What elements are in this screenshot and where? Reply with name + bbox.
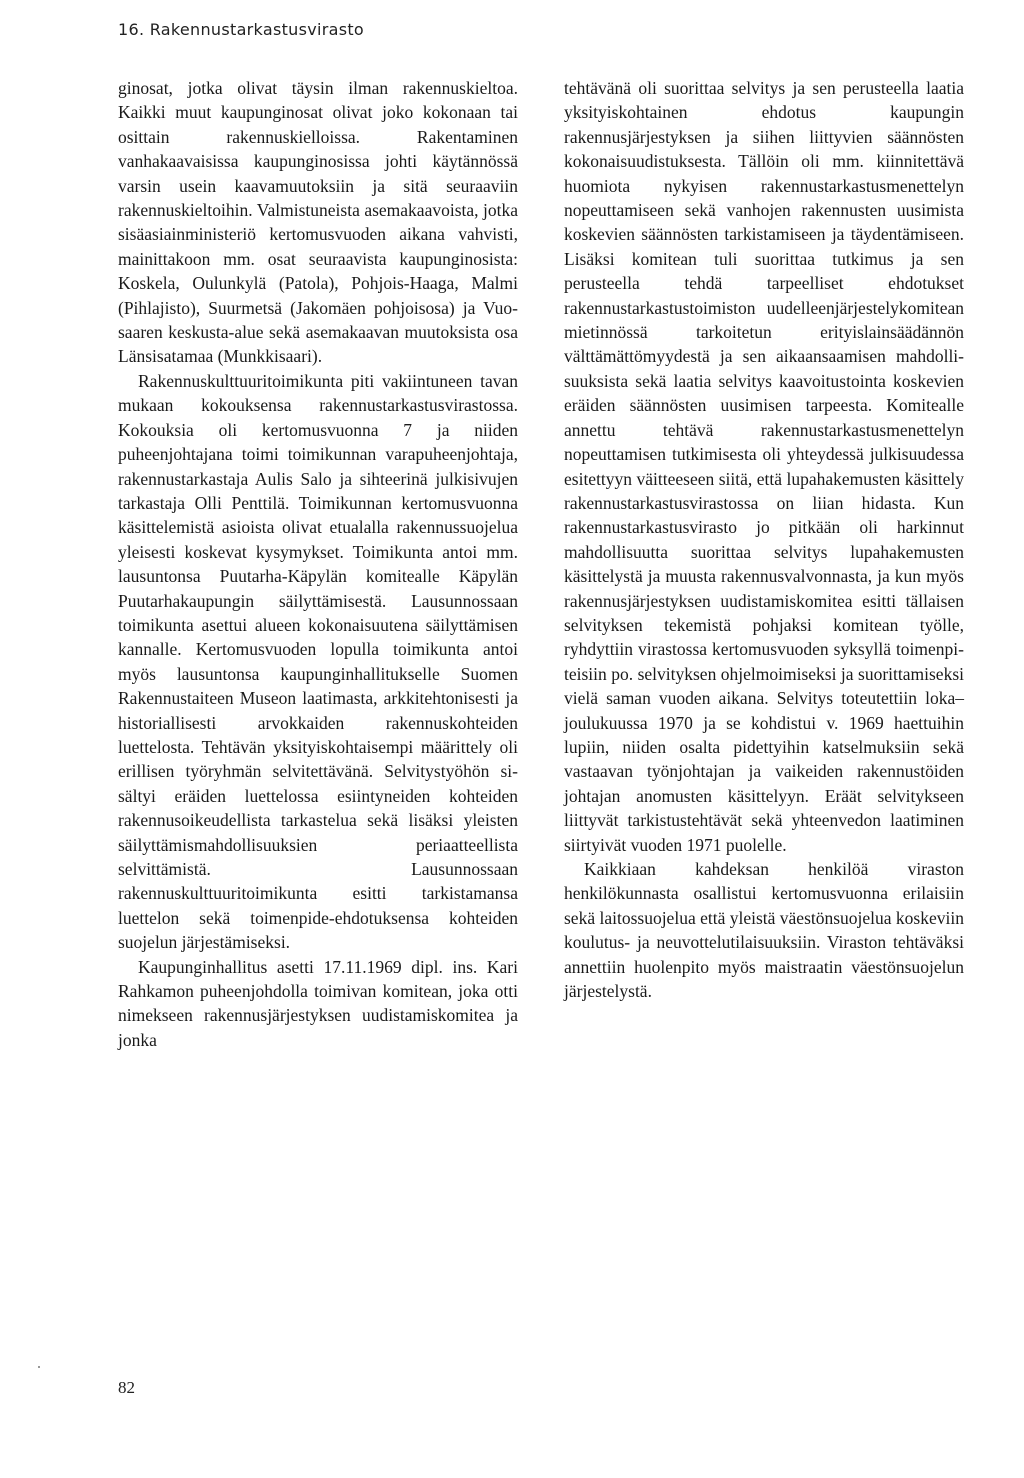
paragraph: ginosat, jotka olivat täysin ilman rakennuskieltoa. Kaikki muut kaupunginosat olivat joko kokonaan tai osittain rakennuskielloissa. Rakentaminen vanhakaavaisissa kaupunginosissa johti käytännössä varsin usein kaavamuutoksiin ja sitä seuraaviin rakennuskieltoihin. Valmistuneista asemakaavoista, jotka sisäasiainministeriö kertomusvuoden aikana vahvisti, mainittakoon mm. osat seuraavista kaupunginosista: Koskela, Oulunkylä (Patola), Pohjois-Haaga, Malmi (Pihlajisto), Suurmetsä (Jakomäen pohjoisosa) ja Vuosaaren keskusta-alue sekä asemakaavan muutoksista osa Länsisatamaa (Munkkisaari). — [118, 78, 518, 367]
running-header: 16. Rakennustarkastusvirasto — [118, 20, 365, 39]
paragraph: Rakennuskulttuuritoimikunta piti vakiintuneen tavan mukaan kokouksensa rakennustarkastusvirastossa. Kokouksia oli kertomusvuonna 7 ja niiden puheenjohtajana toimi toimikunnan varapuheenjohtaja, rakennustarkastaja Aulis Salo ja sihteerinä julkisivujen tarkastaja Olli Penttilä. Toimikunnan kertomusvuonna käsittelemistä asioista olivat etualalla rakennussuojelua yleisesti koskevat kysymykset. Toimikunta antoi mm. lausuntonsa Puutarha-Käpylän komitealle Käpylän Puutarhakaupungin säilyttämisestä. Lausunnossaan toimikunta asettui alueen kokonaisuutena säilyttämisen kannalle. Kertomusvuoden lopulla toimikunta antoi myös lausuntonsa kaupunginhallitukselle Suomen Rakennustaiteen Museon laatimasta, arkkitehtonisesti ja historiallisesti arvokkaiden rakennuskohteiden luettelosta. Tehtävän yksityiskohtaisempi määrittely oli erillisen työryhmän selvitettävänä. Selvitystyöhön sisältyi eräiden luettelossa esiintyneiden kohteiden rakennusoikeudellista tarkastelua sekä lisäksi yleisten säilyttämismahdollisuuksien periaatteellista selvittämistä. Lausunnossaan rakennuskulttuuritoimikunta esitti tarkistamansa luettelon sekä toimenpide-ehdotuksensa kohteiden suojelun järjestämiseksi. — [118, 370, 518, 953]
left-text-column — [118, 76, 518, 1052]
paragraph: tehtävänä oli suorittaa selvitys ja sen perusteella laatia yksityiskohtainen ehdotus kaupungin rakennusjärjestyksen ja siihen liittyvien säännösten kokonaisuudistuksesta. Tällöin oli mm. kiinnitettävä huomiota nykyisen rakennustarkastusmenettelyn nopeuttamiseen sekä vanhojen rakennusten uusimista koskevien säännösten tarkistamiseen ja täydentämiseen. Lisäksi komitean tuli suorittaa tutkimus ja sen perusteella tehdä tarpeelliset ehdotukset rakennustarkastustoimiston uudelleenjärjestelykomitean mietinnössä tarkoitetun erityislainsäädännön välttämättömyydestä ja sen aikaansaamisen mahdollisuuksista sekä laatia selvitys kaavoitustointa koskevien eräiden säännösten uusimisen tarpeesta. Komitealle annettu tehtävä rakennustarkastusmenettelyn nopeuttamisen tutkimisesta oli yhteydessä julkisuudessa esitettyyn väitteeseen siitä, että lupahakemusten käsittely rakennustarkastusvirastossa on liian hidasta. Kun rakennustarkastusvirasto jo pitkään oli harkinnut mahdollisuutta suorittaa selvitys lupahakemusten käsittelystä ja muusta rakennusvalvonnasta, ja kun myös rakennusjärjestyksen uudistamiskomitea esitti tällaisen selvityksen tekemistä pohjaksi komitean työlle, ryhdyttiin virastossa kertomusvuoden syksyllä toimenpiteisiin po. selvityksen ohjelmoimiseksi ja suorittamiseksi vielä saman vuoden aikana. Selvitys toteutettiin loka–joulukuussa 1970 ja se kohdistui v. 1969 haettuihin lupiin, niiden osalta pidettyihin katselmuksiin sekä vastaavan työnjohtajan ja vaikeiden rakennustöiden johtajan anomusten käsittelyyn. Eräät selvitykseen liittyvät tarkistustehtävät sekä yhteenvedon laatiminen siirtyivät vuoden 1971 puolelle. — [564, 78, 964, 855]
page-number: 82 — [118, 1378, 135, 1397]
right-text-column — [564, 76, 964, 1003]
margin-mark — [38, 1366, 40, 1368]
paragraph: Kaupunginhallitus asetti 17.11.1969 dipl. ins. Kari Rahkamon puheenjohdolla toimivan komitean, joka otti nimekseen rakennusjärjestyksen uudistamiskomitea ja jonka — [118, 956, 518, 1050]
paragraph: Kaikkiaan kahdeksan henkilöä viraston henkilökunnasta osallistui kertomusvuonna erilaisiin sekä laitossuojelua että yleistä väestönsuojelua koskeviin koulutus- ja neuvottelutilaisuuksiin. Viraston tehtäväksi annettiin huolenpito myös maistraatin väestönsuojelun järjestelystä. — [564, 859, 964, 1002]
